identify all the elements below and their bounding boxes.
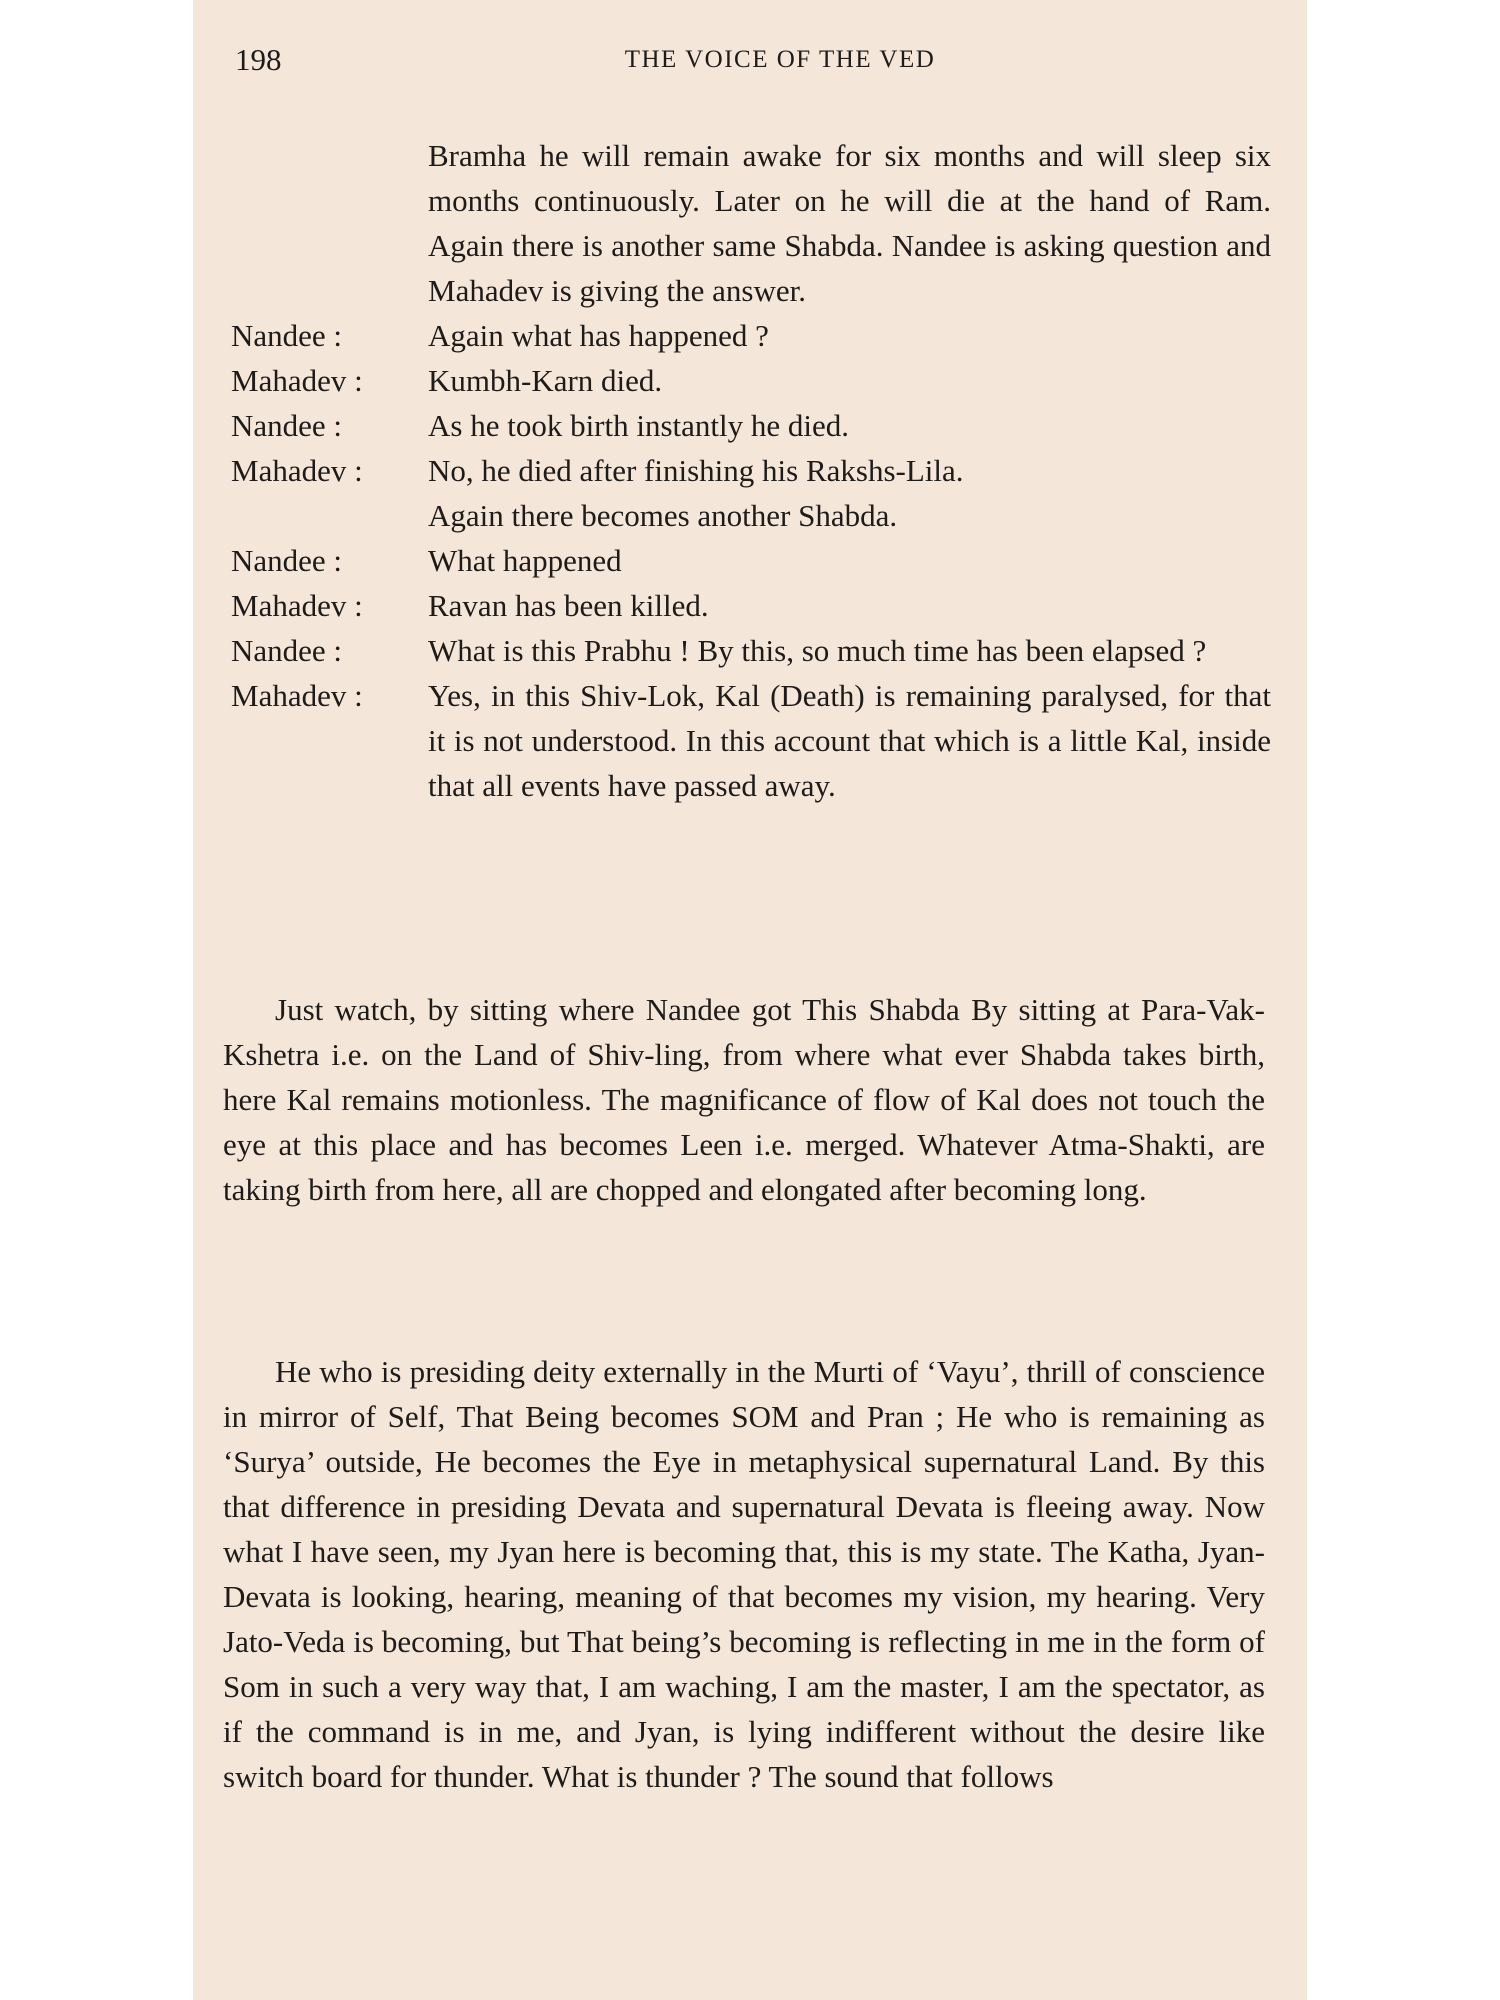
dialogue-entry [231, 313, 1271, 358]
dialogue-entry [231, 628, 1271, 673]
speaker-label: Nandee : [231, 408, 343, 443]
speaker-label: Mahadev : [231, 588, 363, 623]
dialogue-entry [231, 673, 1271, 808]
speaker-label: Nandee : [231, 318, 343, 353]
speech-text: What happened [428, 543, 622, 578]
speech-text: Again what has happened ? [428, 318, 769, 353]
body-paragraph: He who is presiding deity externally in the Murti of ‘Vayu’, thrill of conscience in mirror of Self, That Being becomes SOM and Pran ; He who is remaining as ‘Surya’ outside, He becomes the Eye in metaphysical supernatural Land. By this that difference in presiding Devata and supernatural Devata is fleeing away. Now what I have seen, my Jyan here is becoming that, this is my state. The Katha, Jyan-Devata is looking, hearing, meaning of that becomes my vision, my hearing. Very Jato-Veda is becoming, but That being’s becoming is reflecting in me in the form of Som in such a very way that, I am waching, I am the master, I am the spectator, as if the command is in me, and Jyan, is lying indifferent without the desire like switch board for thunder. What is thunder ? The sound that follows [223, 1354, 1265, 1794]
dialogue-entry [231, 538, 1271, 583]
speaker-label: Mahadev : [231, 453, 363, 488]
dialogue-entry [231, 583, 1271, 628]
dialogue-entry [231, 403, 1271, 448]
speaker-label: Nandee : [231, 633, 343, 668]
speaker-label [231, 493, 428, 538]
speech-text: Yes, in this Shiv-Lok, Kal (Death) is remaining paralysed, for that it is not understood. In this account that which is a little Kal, inside that all events have passed away. [428, 678, 1271, 803]
body-paragraph: Just watch, by sitting where Nandee got This Shabda By sitting at Para-Vak-Kshetra i.e. on the Land of Shiv-ling, from where what ever Shabda takes birth, here Kal remains motionless. The magnificance of flow of Kal does not touch the eye at this place and has becomes Leen i.e. merged. Whatever Atma-Shakti, are taking birth from here, all are chopped and elongated after becoming long. [223, 992, 1265, 1207]
dialogue-entry [231, 358, 1271, 403]
dialogue-entry [231, 133, 1271, 313]
speaker-label: Mahadev : [231, 363, 363, 398]
speaker-label [231, 133, 428, 313]
running-title: THE VOICE OF THE VED [624, 46, 936, 73]
speaker-label: Nandee : [231, 543, 343, 578]
dialogue-entry [231, 448, 1271, 493]
speech-text: Ravan has been killed. [428, 588, 709, 623]
speech-text: As he took birth instantly he died. [428, 408, 850, 443]
speech-text: Kumbh-Karn died. [428, 363, 663, 398]
speech-text: No, he died after finishing his Rakshs-Lila. [428, 453, 964, 488]
speech-text: What is this Prabhu ! By this, so much time has been elapsed ? [428, 633, 1207, 668]
page-number: 198 [235, 42, 282, 77]
page-header [235, 42, 1265, 82]
dialogue-entry [231, 493, 1271, 538]
speech-text: Again there becomes another Shabda. [428, 498, 898, 533]
speaker-label: Mahadev : [231, 678, 363, 713]
dialogue-block [231, 133, 1271, 808]
book-page [193, 0, 1307, 2000]
speech-text: Bramha he will remain awake for six months and will sleep six months continuously. Later on he will die at the hand of Ram. Again there is another same Shabda. Nandee is asking question and Mahadev is giving the answer. [428, 138, 1271, 308]
